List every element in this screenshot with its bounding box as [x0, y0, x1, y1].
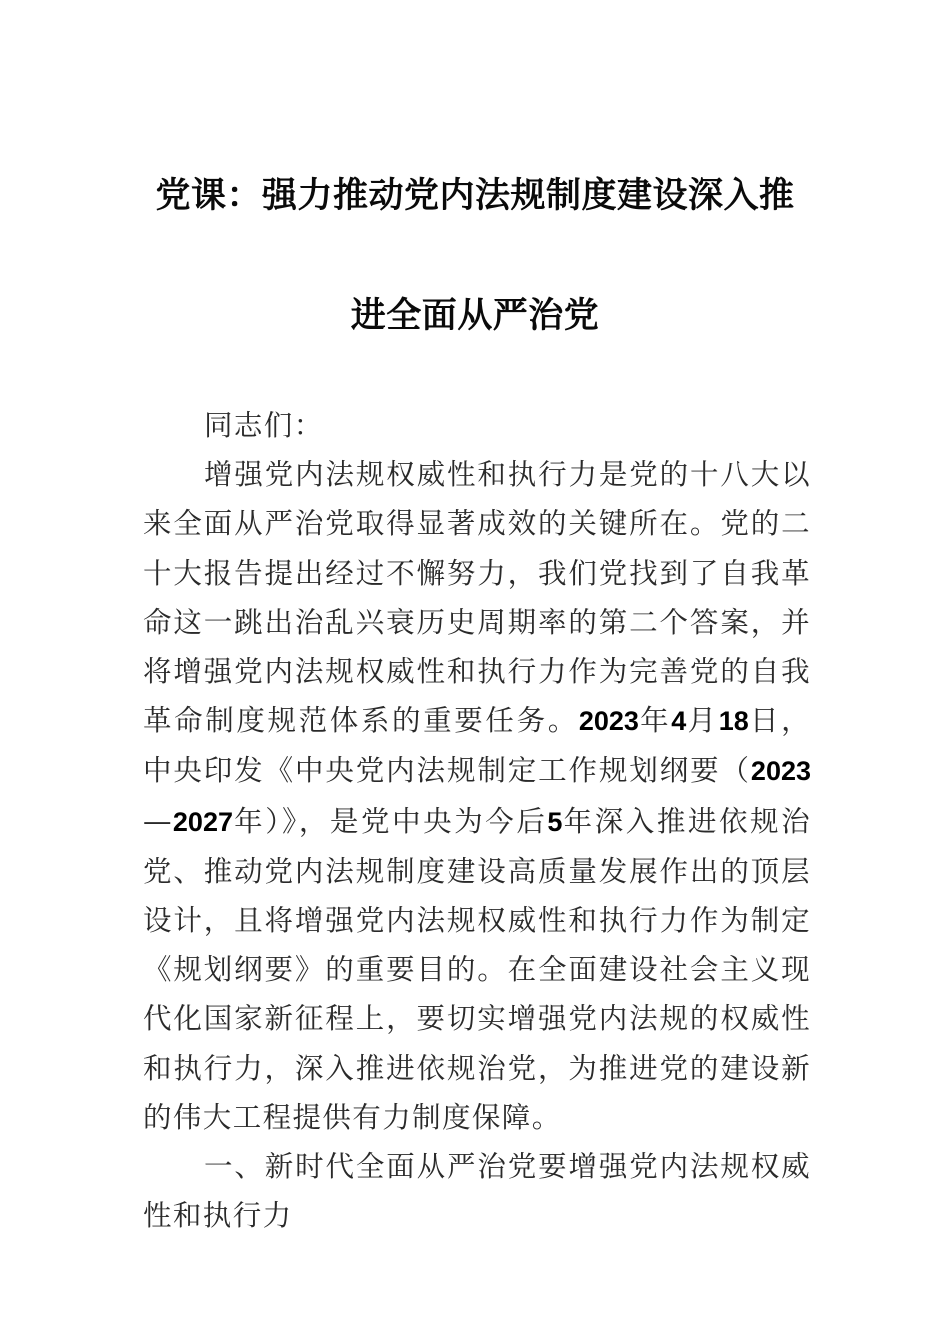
plan-period-start: 2023 — [750, 756, 811, 787]
section-heading-1: 一、新时代全面从严治党要增强党内法规权威性和执行力 — [143, 1150, 811, 1233]
issue-year: 2023 — [578, 706, 639, 737]
paragraph-1-part-d: 年深入推进依规治党、推动党内法规制度建设高质量发展作出的顶层设计，且将增强党内法规权威性和执行力作为制定《规划纲要》的重要目的。在全面建设社会主义现代化国家新征程上，要切实增强党内法规的权威性和执行力，深入推进依规治党，为推进党的建设新的伟大工程提供有力制度保障。 — [143, 804, 812, 1134]
document-title-line-1: 党课：强力推动党内法规制度建设深入推 — [155, 176, 795, 215]
paragraph-1-part-c: 年）》，是党中央为今后 — [232, 804, 548, 838]
paragraph-1-sep-2: 月 — [686, 704, 719, 738]
document-title — [0, 136, 950, 376]
paragraph-1-part-b: 日，中央印发《中央党内法规制定工作规划纲要（ — [143, 704, 811, 788]
issue-month: 4 — [671, 706, 687, 737]
plan-period-end: 2027 — [172, 806, 233, 837]
document-body — [143, 401, 811, 1240]
paragraph-1-sep-1: 年 — [638, 704, 672, 738]
paragraph-1-part-a: 增强党内法规权威性和执行力是党的十八大以来全面从严治党取得显著成效的关键所在。党的二十大报告提出经过不懈努力，我们党找到了自我革命这一跳出治乱兴衰历史周期率的第二个答案，并将增强党内法规权威性和执行力作为完善党的自我革命制度规范体系的重要任务。 — [143, 458, 811, 738]
issue-day: 18 — [718, 706, 749, 737]
body-paragraph-1 — [143, 450, 811, 1142]
paragraph-1-dash: — — [143, 804, 173, 838]
salutation-line: 同志们： — [204, 409, 324, 442]
plan-years: 5 — [547, 806, 563, 837]
document-title-line-2: 进全面从严治党 — [350, 296, 600, 335]
